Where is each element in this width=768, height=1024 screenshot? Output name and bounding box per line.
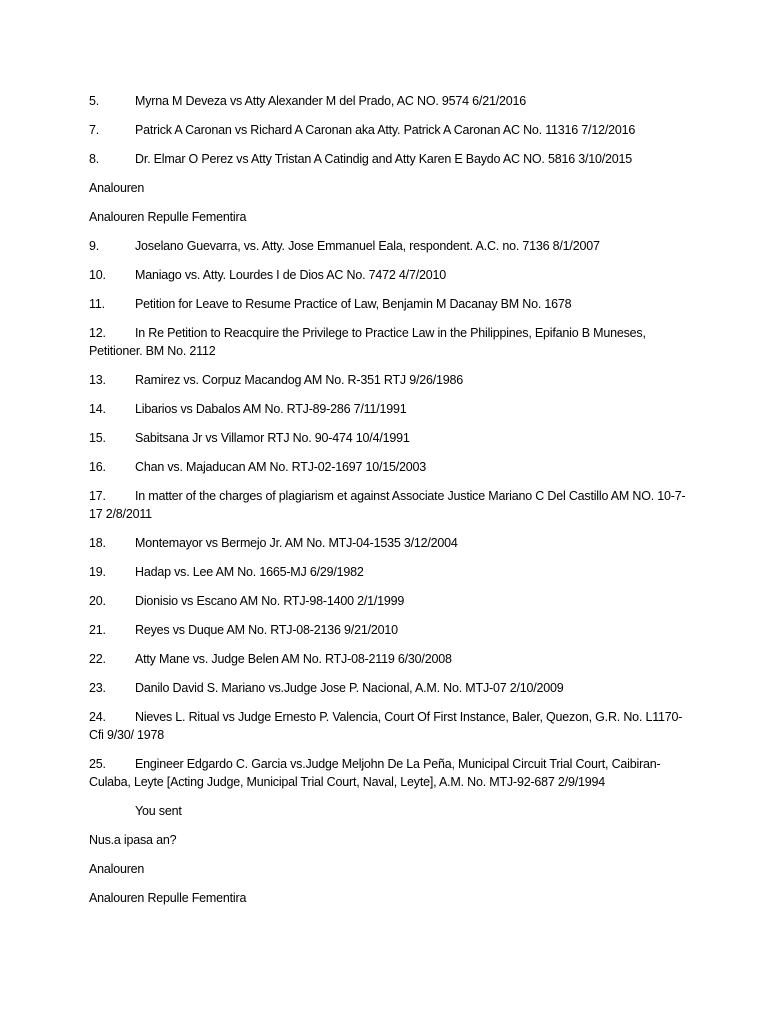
list-text: Ramirez vs. Corpuz Macandog AM No. R-351 RTJ 9/26/1986: [135, 373, 464, 387]
list-number: 16.: [89, 460, 106, 474]
list-text: Chan vs. Majaducan AM No. RTJ-02-1697 10/15/2003: [135, 460, 427, 474]
list-item: [89, 324, 689, 360]
list-text: Montemayor vs Bermejo Jr. AM No. MTJ-04-1535 3/12/2004: [135, 536, 458, 550]
list-item: [89, 621, 689, 639]
list-text: Joselano Guevarra, vs. Atty. Jose Emmanuel Eala, respondent. A.C. no. 7136 8/1/2007: [135, 239, 600, 253]
list-number: 22.: [89, 652, 106, 666]
list-item: [89, 266, 689, 284]
list-item: [89, 755, 689, 791]
list-text: Engineer Edgardo C. Garcia vs.Judge Meljohn De La Peña, Municipal Circuit Trial Court, Caibiran-Culaba, Leyte [Acting Judge, Municipal Trial Court, Naval, Leyte], A.M. No. MTJ-92-687 2/9/1994: [89, 757, 661, 789]
list-text: Libarios vs Dabalos AM No. RTJ-89-286 7/11/1991: [135, 402, 407, 416]
list-number: 25.: [89, 757, 106, 771]
list-item: [89, 92, 689, 110]
list-text: Atty Mane vs. Judge Belen AM No. RTJ-08-2119 6/30/2008: [135, 652, 452, 666]
list-number: 8.: [89, 152, 100, 166]
list-item: [89, 121, 689, 139]
sender-name: Analouren Repulle Fementira: [89, 891, 247, 905]
list-text: Maniago vs. Atty. Lourdes I de Dios AC No. 7472 4/7/2010: [135, 268, 446, 282]
list-item: [89, 708, 689, 744]
list-text: Petition for Leave to Resume Practice of Law, Benjamin M Dacanay BM No. 1678: [135, 297, 572, 311]
list-number: 14.: [89, 402, 106, 416]
list-item: [89, 650, 689, 668]
list-number: 15.: [89, 431, 106, 445]
sent-label: Nus.a ipasa an?: [89, 833, 177, 847]
list-text: Hadap vs. Lee AM No. 1665-MJ 6/29/1982: [135, 565, 364, 579]
list-item: [89, 592, 689, 610]
list-item: [89, 295, 689, 313]
list-number: 5.: [89, 94, 100, 108]
list-item: [89, 429, 689, 447]
list-number: 21.: [89, 623, 106, 637]
list-item: [89, 802, 689, 820]
list-number: 20.: [89, 594, 106, 608]
list-number: 23.: [89, 681, 106, 695]
list-item: [89, 563, 689, 581]
list-number: 11.: [89, 297, 105, 311]
list-number: 7.: [89, 123, 100, 137]
list-text: In matter of the charges of plagiarism et against Associate Justice Mariano C Del Castillo AM NO. 10-7-17 2/8/2011: [89, 489, 686, 521]
list-text: In Re Petition to Reacquire the Privilege to Practice Law in the Philippines, Epifanio B Muneses, Petitioner. BM No. 2112: [89, 326, 646, 358]
list-text: Reyes vs Duque AM No. RTJ-08-2136 9/21/2010: [135, 623, 398, 637]
list-text: Sabitsana Jr vs Villamor RTJ No. 90-474 10/4/1991: [135, 431, 410, 445]
message-text: Analouren: [89, 862, 145, 876]
list-text: Dr. Elmar O Perez vs Atty Tristan A Catindig and Atty Karen E Baydo AC NO. 5816 3/10/2015: [135, 152, 633, 166]
sender-full-name: Analouren Repulle Fementira: [89, 210, 247, 224]
list-number: 17.: [89, 489, 106, 503]
list-number: 10.: [89, 268, 106, 282]
list-text: Danilo David S. Mariano vs.Judge Jose P. Nacional, A.M. No. MTJ-07 2/10/2009: [135, 681, 564, 695]
list-item: [89, 150, 689, 168]
list-text: Patrick A Caronan vs Richard A Caronan aka Atty. Patrick A Caronan AC No. 11316 7/12/2016: [135, 123, 636, 137]
list-text: Dionisio vs Escano AM No. RTJ-98-1400 2/1/1999: [135, 594, 405, 608]
list-number: 19.: [89, 565, 106, 579]
list-item: [89, 679, 689, 697]
sender-name: Analouren: [89, 181, 145, 195]
list-text: Myrna M Deveza vs Atty Alexander M del Prado, AC NO. 9574 6/21/2016: [135, 94, 526, 108]
list-item: [89, 534, 689, 552]
list-text: Nieves L. Ritual vs Judge Ernesto P. Valencia, Court Of First Instance, Baler, Quezon, G.R. No. L1170-Cfi 9/30/ 1978: [89, 710, 683, 742]
list-item: [89, 458, 689, 476]
list-number: 18.: [89, 536, 106, 550]
list-item: [89, 400, 689, 418]
list-item: [89, 371, 689, 389]
list-number: 24.: [89, 710, 106, 724]
list-number: 12.: [89, 326, 106, 340]
list-number: 13.: [89, 373, 106, 387]
list-item: [89, 487, 689, 523]
list-number: 9.: [89, 239, 100, 253]
case-list-document: [89, 92, 689, 918]
list-item: [89, 237, 689, 255]
list-text: You sent: [135, 804, 182, 818]
